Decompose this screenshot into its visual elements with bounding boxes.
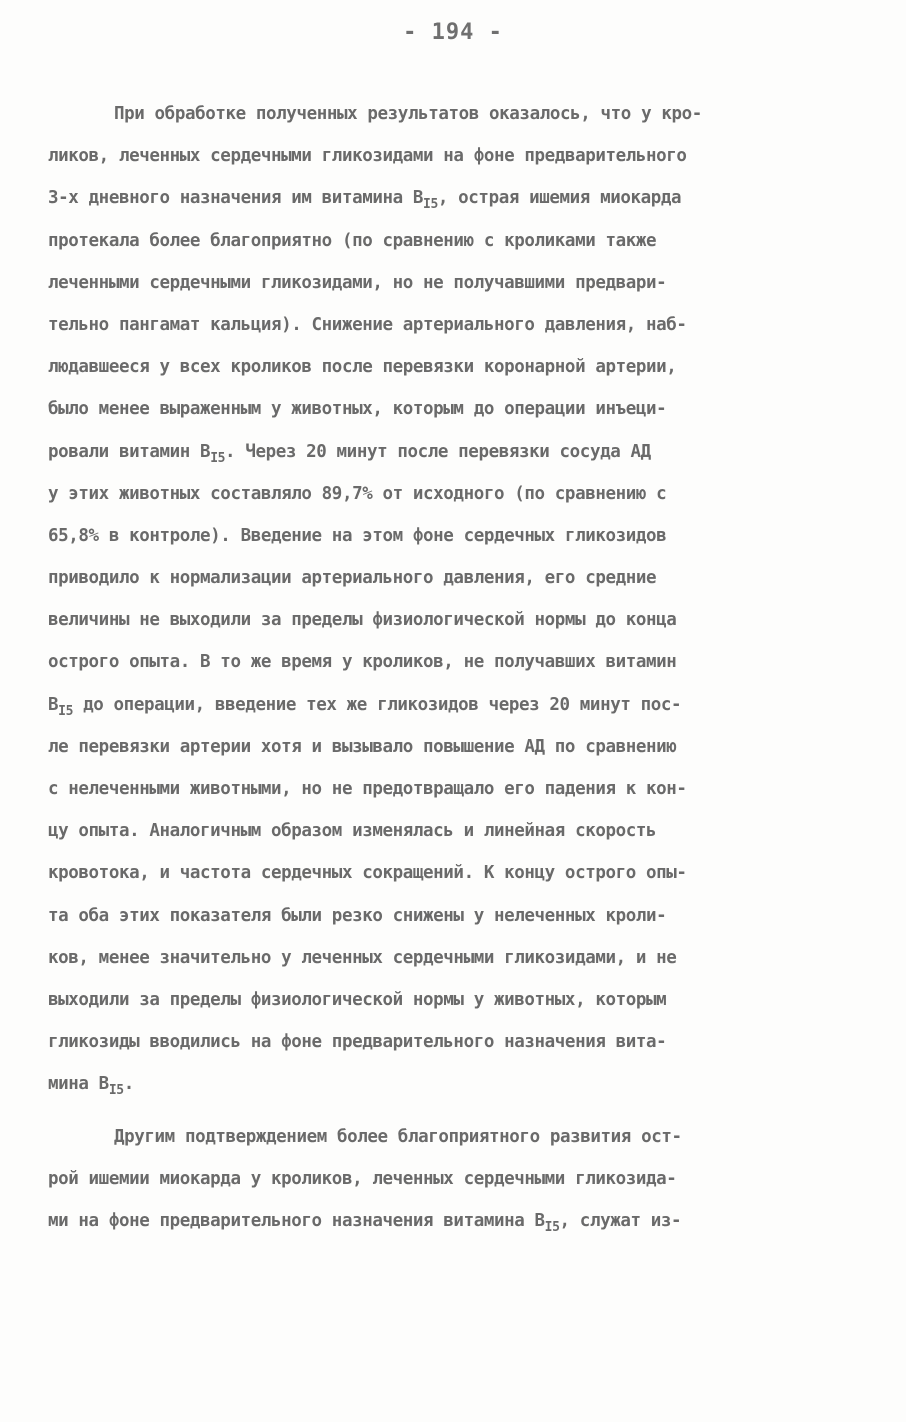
line-text-continued: . Через 20 минут после перевязки сосуда АД: [225, 441, 651, 462]
line-text-continued: .: [123, 1074, 134, 1095]
text-line: [48, 262, 860, 304]
line-text: 65,8% в контроле). Введение на этом фоне сердечных гликозидов: [48, 525, 667, 546]
text-line: [48, 852, 860, 894]
line-text: людавшееся у всех кроликов после перевязки коронарной артерии,: [48, 357, 677, 378]
paragraph: [48, 1116, 860, 1243]
line-text: ле перевязки артерии хотя и вызывало повышение АД по сравнению: [48, 736, 677, 757]
text-line: [48, 515, 860, 557]
body-text: [48, 93, 860, 1242]
text-line: [48, 1158, 860, 1200]
text-line: [48, 388, 860, 430]
text-line: [48, 641, 860, 683]
line-text: с нелеченными животными, но не предотвращало его падения к кон-: [48, 779, 687, 799]
line-text: мина B: [48, 1074, 109, 1095]
line-text: ликов, леченных сердечными гликозидами на фоне предварительного: [48, 146, 687, 167]
line-text: было менее выраженным у животных, которым до операции инъеци-: [48, 399, 667, 420]
line-text: тельно пангамат кальция). Снижение артериального давления, наб-: [48, 314, 687, 335]
line-text: Другим подтверждением более благоприятного развития ост-: [114, 1126, 682, 1147]
line-text: острого опыта. В то же время у кроликов, не получавших витамин: [48, 652, 677, 673]
line-text: B: [48, 694, 59, 715]
text-line: [48, 895, 860, 937]
subscript: I5: [210, 450, 226, 466]
text-line: [48, 937, 860, 979]
line-text: кровотока, и частота сердечных сокращений. К концу острого опы-: [48, 863, 687, 884]
subscript: I5: [423, 197, 438, 213]
line-text: рой ишемии миокарда у кроликов, леченных сердечными гликозида-: [48, 1168, 677, 1189]
text-line: [48, 599, 860, 641]
line-text: ков, менее значительно у леченных сердечными гликозидами, и не: [48, 947, 677, 968]
text-line: [48, 473, 860, 515]
line-text: протекала более благоприятно (по сравнению с кроликами также: [48, 230, 657, 251]
line-text: приводило к нормализации артериального давления, его средние: [48, 568, 657, 589]
line-text: 3-х дневного назначения им витамина B: [48, 188, 424, 209]
line-text: гликозиды вводились на фоне предварительного назначения вита-: [48, 1032, 667, 1053]
subscript: I5: [58, 703, 73, 719]
text-line: [48, 1200, 860, 1242]
text-line: [48, 135, 860, 177]
text-line: [48, 1021, 860, 1063]
line-text: ровали витамин B: [48, 441, 211, 462]
subscript: I5: [544, 1219, 560, 1235]
text-line: [48, 346, 860, 388]
text-line: [48, 726, 860, 768]
text-line: [48, 93, 860, 135]
paragraph: [48, 93, 860, 1106]
line-text: та оба этих показателя были резко снижены у нелеченных кроли-: [48, 905, 667, 926]
line-text: у этих животных составляло 89,7% от исходного (по сравнению с: [48, 483, 667, 504]
text-line: [48, 1116, 860, 1158]
line-text: При обработке полученных результатов оказалось, что у кро-: [114, 104, 702, 124]
subscript: I5: [108, 1083, 124, 1099]
line-text: ми на фоне предварительного назначения витамина B: [48, 1210, 545, 1231]
line-text: величины не выходили за пределы физиологической нормы до конца: [48, 610, 677, 631]
text-line: [48, 304, 860, 346]
text-line: [48, 177, 860, 219]
text-line: [48, 979, 860, 1021]
line-text-continued: до операции, введение тех же гликозидов через 20 минут пос-: [73, 694, 682, 715]
text-line: [48, 431, 860, 473]
text-line: [48, 220, 860, 262]
line-text-continued: , острая ишемия миокарда: [437, 188, 682, 209]
line-text: цу опыта. Аналогичным образом изменялась и линейная скорость: [48, 821, 657, 842]
text-line: [48, 557, 860, 599]
line-text: леченными сердечными гликозидами, но не получавшими предвари-: [48, 272, 667, 293]
text-line: [48, 768, 860, 810]
line-text: выходили за пределы физиологической нормы у животных, которым: [48, 989, 667, 1010]
page-number: - 194 -: [403, 20, 503, 45]
text-line: [48, 684, 860, 726]
line-text-continued: , служат из-: [559, 1210, 682, 1231]
text-line: [48, 1063, 860, 1105]
text-line: [48, 810, 860, 852]
